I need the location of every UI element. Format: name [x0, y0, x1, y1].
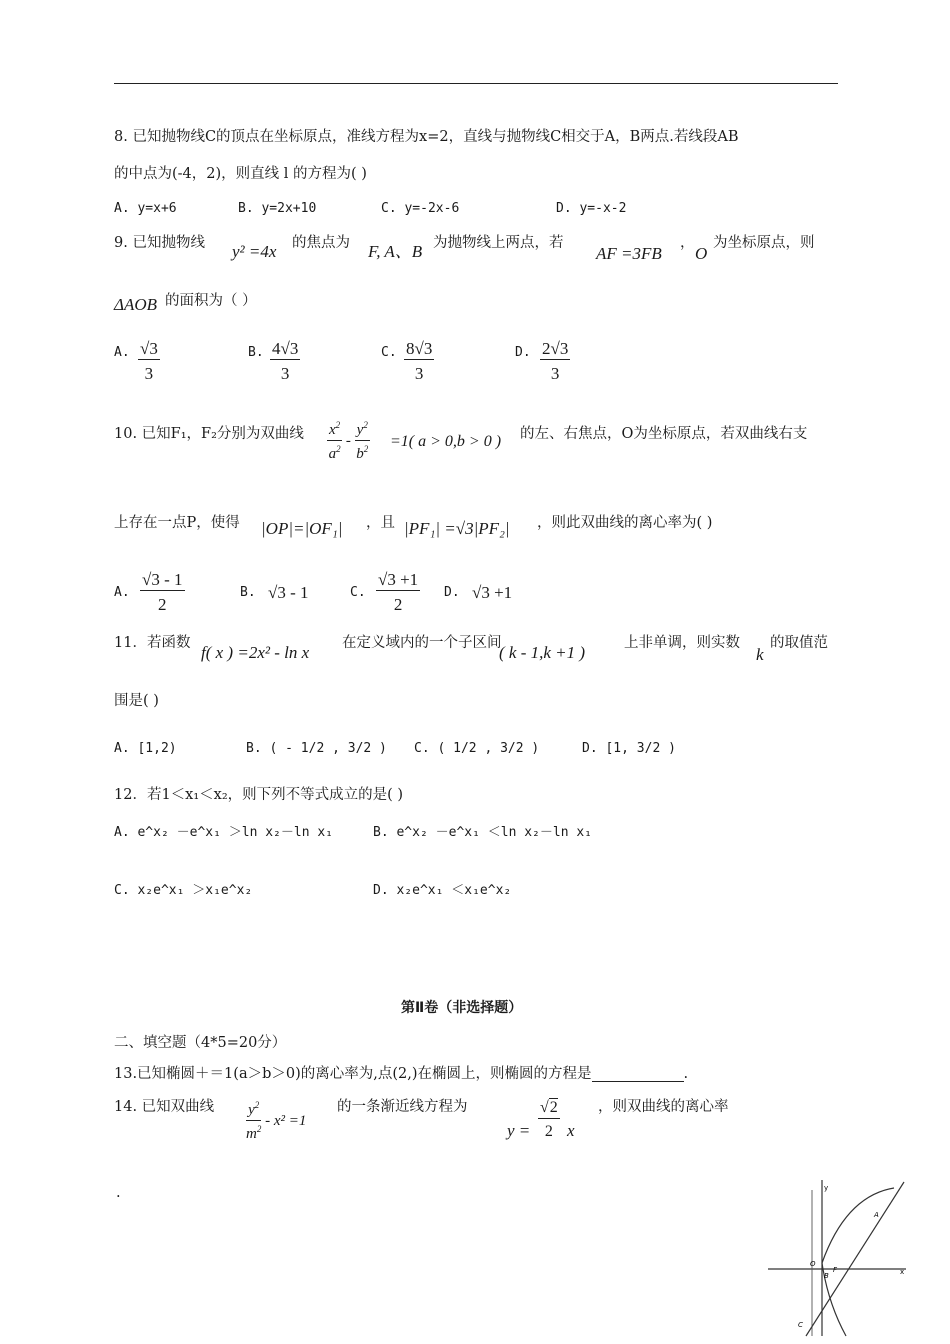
parabola-figure: [766, 1178, 910, 1338]
q9-mid3: ，: [680, 235, 695, 251]
q14-asym-var: x: [567, 1121, 575, 1140]
q12-option-b: B. e^x₂ －e^x₁ ＜ln x₂－ln x₁: [373, 825, 593, 840]
q9-option-c-label: C.: [381, 345, 397, 360]
q11-option-c: C. ( 1/2 , 3/2 ): [414, 741, 540, 756]
section-subtitle: 二、填空题（4*5=20分）: [114, 1035, 287, 1051]
q14-eq-tail: - x² =1: [265, 1113, 307, 1129]
q9-parabola-eq: y² =4x: [232, 242, 277, 261]
q11-tail1: 上非单调，则实数: [624, 635, 740, 651]
q11-interval: ( k - 1,k +1 ): [499, 643, 586, 662]
q11-line2: 围是( ): [114, 693, 159, 709]
q10-option-a-label: A.: [114, 585, 130, 600]
figure-label-b: B: [824, 1272, 829, 1280]
q13-answer-blank[interactable]: [592, 1068, 684, 1082]
q13-text: [114, 1067, 688, 1082]
q8-option-b: B. y=2x+10: [238, 201, 317, 216]
q10-option-a-frac: [140, 571, 185, 613]
q11-intro: 11．若函数: [114, 635, 191, 651]
q11-option-d: D. [1, 3/2 ): [582, 741, 676, 756]
q14-mid: 的一条渐近线方程为: [337, 1099, 468, 1115]
q9-option-a-frac: [138, 340, 160, 382]
q14-dot: .: [116, 1185, 121, 1201]
figure-label-c: C: [798, 1321, 803, 1329]
q12-option-a: A. e^x₂ －e^x₁ ＞ln x₂－ln x₁: [114, 825, 334, 840]
q14-asym-den: 2: [544, 1123, 553, 1140]
q9-mid2: 为抛物线上两点，若: [433, 235, 564, 251]
q9-option-a-num: √3: [140, 339, 158, 358]
q9-option-d-num: 2√3: [542, 339, 569, 358]
q10-hyperbola: $\frac{x^2}{a^2}$ - $\frac{y^2}{b^2}$: [328, 420, 369, 462]
q10-line2c: ，则此双曲线的离心率为( ): [537, 515, 713, 531]
q9-option-a-den: 3: [144, 364, 154, 383]
q9-option-b-num: 4√3: [272, 339, 299, 358]
q9-focus: F, A、B: [368, 242, 423, 261]
q10-option-c-label: C.: [350, 585, 366, 600]
q9-option-d-label: D.: [515, 345, 531, 360]
q10-eq2: |PF₁| =√3|PF₂|: [404, 519, 510, 538]
q10-option-a-num: √3 - 1: [142, 570, 183, 589]
q8-line1: 8. 已知抛物线C的顶点在坐标原点，准线方程为x=2，直线与抛物线C相交于A，B两点.若线段AB: [114, 129, 739, 145]
q14-hyperbola: $\frac{y^2}{m^2}$ - x² =1: [246, 1100, 307, 1142]
q9-triangle: ΔAOB: [114, 295, 158, 314]
q10-condition: =1( a > 0,b > 0 ): [390, 433, 502, 450]
q9-option-d-frac: [540, 340, 570, 382]
q11-option-a: A. [1,2): [114, 741, 177, 756]
figure-label-x: x: [900, 1268, 905, 1276]
q9-option-c-den: 3: [414, 364, 424, 383]
q12-stem: 12．若1＜x₁＜x₂，则下列不等式成立的是( ): [114, 787, 404, 803]
q9-option-b-den: 3: [280, 364, 290, 383]
section-title: 第Ⅱ卷（非选择题）: [401, 1000, 523, 1016]
q11-function: f( x ) =2x² - ln x: [201, 643, 310, 662]
q9-option-b-label: B.: [248, 345, 264, 360]
figure-label-o: O: [810, 1260, 816, 1268]
figure-line-ab: [806, 1182, 904, 1336]
figure-label-f: F: [833, 1266, 838, 1274]
figure-label-y: y: [824, 1184, 829, 1192]
q10-option-b-label: B.: [240, 585, 256, 600]
q14-asym-lhs: y =: [507, 1121, 531, 1140]
q13-body: 13.已知椭圆＋＝1(a＞b＞0)的离心率为,点(2,)在椭圆上，则椭圆的方程是: [114, 1066, 592, 1082]
q10-option-a-den: 2: [158, 595, 167, 614]
q12-option-c: C. x₂e^x₁ ＞x₁e^x₂: [114, 883, 253, 898]
q10-line2b: ，且: [366, 515, 395, 531]
q10-tail: 的左、右焦点，O为坐标原点，若双曲线右支: [520, 426, 808, 442]
q8-option-a: A. y=x+6: [114, 201, 177, 216]
figure-label-a: A: [874, 1211, 879, 1219]
q14-asym-num: √2: [538, 1100, 560, 1119]
header-rule: [114, 83, 838, 84]
q9-condition: AF =3FB: [596, 244, 662, 263]
q13-end: .: [683, 1066, 689, 1082]
figure-parabola: [822, 1188, 894, 1336]
q10-option-b-expr: √3 - 1: [268, 583, 309, 602]
q9-option-c-frac: [404, 340, 434, 382]
q11-tail2: 的取值范: [770, 635, 828, 651]
q9-origin: O: [695, 244, 708, 263]
q12-option-d: D. x₂e^x₁ ＜x₁e^x₂: [373, 883, 512, 898]
q10-option-c-num: √3 +1: [378, 570, 419, 589]
q10-line2a: 上存在一点P，使得: [114, 515, 240, 531]
q9-option-b-frac: [270, 340, 300, 382]
q11-k: k: [756, 645, 764, 664]
q10-option-c-frac: [376, 571, 420, 613]
q14-asym-frac: [538, 1100, 560, 1140]
q9-option-c-num: 8√3: [406, 339, 433, 358]
q10-eq1: |OP|=|OF₁|: [261, 519, 343, 538]
q14-intro: 14. 已知双曲线: [114, 1099, 215, 1115]
q9-intro: 9. 已知抛物线: [114, 235, 205, 251]
q9-option-d-den: 3: [550, 364, 560, 383]
q11-mid: 在定义域内的一个子区间: [342, 635, 502, 651]
q9-line2-text: 的面积为（ ）: [165, 293, 257, 309]
q10-intro: 10. 已知F₁，F₂分别为双曲线: [114, 426, 304, 442]
q10-option-d-label: D.: [444, 585, 460, 600]
q14-tail: ，则双曲线的离心率: [598, 1099, 729, 1115]
q9-tail: 为坐标原点，则: [713, 235, 815, 251]
q10-option-d-expr: √3 +1: [472, 583, 513, 602]
q8-option-c: C. y=-2x-6: [381, 201, 460, 216]
q8-option-d: D. y=-x-2: [556, 201, 627, 216]
q11-option-b: B. ( - 1/2 , 3/2 ): [246, 741, 387, 756]
q8-line2: 的中点为(-4，2)，则直线 l 的方程为( ): [114, 166, 367, 182]
q9-mid1: 的焦点为: [292, 235, 350, 251]
q9-option-a-label: A.: [114, 345, 130, 360]
q10-option-c-den: 2: [393, 595, 403, 614]
